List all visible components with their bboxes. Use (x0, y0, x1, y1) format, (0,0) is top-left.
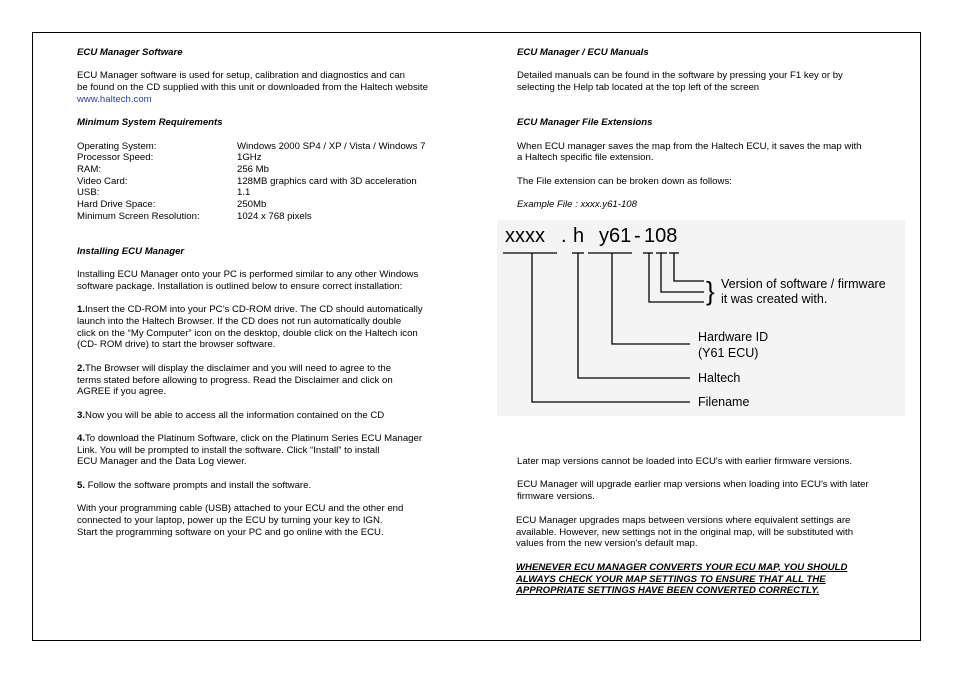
software-text-2: be found on the CD supplied with this unit or downloaded from the Haltech website (77, 82, 428, 94)
version-label-2: it was created with. (721, 292, 828, 306)
note-2-line-1: ECU Manager will upgrade earlier map versions when loading into ECU's with later (517, 479, 869, 491)
install-step (77, 363, 467, 398)
file-extension-diagram (497, 220, 905, 416)
install-intro-2: software package. Installation is outlined below to ensure correct installation: (77, 280, 403, 292)
requirements-table (77, 141, 467, 223)
hardware-label-2: (Y61 ECU) (698, 346, 759, 360)
code-h: h (573, 225, 585, 247)
install-step (77, 433, 467, 468)
requirement-label: RAM: (77, 163, 101, 175)
code-name: xxxx (505, 225, 545, 247)
note-3-line-3: values from the new version's default map. (516, 538, 698, 550)
note-2-line-2: firmware versions. (517, 491, 595, 503)
step-line: (CD- ROM drive) to start the browser software. (77, 339, 276, 351)
install-step (77, 410, 467, 422)
warning-line-1: WHENEVER ECU MANAGER CONVERTS YOUR ECU MAP, YOU SHOULD (516, 561, 848, 573)
step-line: terms stated before allowing to progress. Read the Disclaimer and click on (77, 374, 393, 386)
install-step (77, 480, 467, 492)
step-text: Follow the software prompts and install the software. (85, 479, 312, 491)
step-number: 3. (77, 409, 86, 421)
right-notes-2 (516, 515, 902, 597)
filename-label: Filename (698, 395, 750, 409)
code-dash: - (634, 225, 641, 247)
connector-version-2 (661, 253, 704, 292)
requirement-row (77, 164, 467, 176)
right-column (517, 47, 902, 211)
extensions-text-3: The File extension can be broken down as follows: (517, 175, 732, 187)
warning-line-2: ALWAYS CHECK YOUR MAP SETTINGS TO ENSURE THAT ALL THE (516, 573, 826, 585)
step-line (77, 304, 467, 316)
warning-line-3: APPROPRIATE SETTINGS HAVE BEEN CONVERTED CORRECTLY. (516, 585, 820, 597)
requirement-row (77, 141, 467, 153)
note-3-line-2: available. However, new settings not in the original map, will be substituted with (516, 526, 854, 538)
requirement-row (77, 187, 467, 199)
step-line: ECU Manager and the Data Log viewer. (77, 456, 247, 468)
step-line (77, 410, 467, 422)
requirement-label: Minimum Screen Resolution: (77, 210, 200, 222)
haltech-label: Haltech (698, 371, 741, 385)
example-file: Example File : xxxx.y61-108 (517, 199, 637, 211)
requirement-value: Windows 2000 SP4 / XP / Vista / Windows 7 (237, 140, 426, 152)
note-1: Later map versions cannot be loaded into ECU's with earlier firmware versions. (517, 456, 853, 467)
haltech-website-link[interactable]: www.haltech.com (77, 93, 152, 105)
requirement-value: 1GHz (237, 152, 262, 164)
requirement-label: USB: (77, 187, 100, 199)
connector-hardware (612, 253, 690, 344)
right-notes (517, 456, 902, 503)
step-number: 2. (77, 362, 86, 374)
requirement-value: 1.1 (237, 187, 251, 199)
software-heading: ECU Manager Software (77, 47, 183, 58)
manuals-text-1: Detailed manuals can be found in the software by pressing your F1 key or by (517, 70, 843, 82)
software-text-1: ECU Manager software is used for setup, calibration and diagnostics and can (77, 70, 405, 82)
manuals-text-2: selecting the Help tab located at the top left of the screen (517, 82, 760, 94)
requirement-label: Video Card: (77, 175, 128, 187)
closing-line: Start the programming software on your PC and go online with the ECU. (77, 526, 384, 538)
requirement-value: 250Mb (237, 199, 267, 211)
step-line: click on the “My Computer” icon on the desktop, double click on the Haltech icon (77, 327, 418, 339)
step-text: To download the Platinum Software, click on the Platinum Series ECU Manager (85, 433, 423, 445)
note-3-line-1: ECU Manager upgrades maps between versions where equivalent settings are (516, 515, 851, 526)
step-line (77, 363, 467, 375)
step-line: launch into the Haltech Browser. If the CD does not run automatically double (77, 316, 402, 328)
step-line: Link. You will be prompted to install the software. Click “Install” to install (77, 444, 380, 456)
step-text: The Browser will display the disclaimer and you will need to agree to the (85, 362, 392, 374)
left-column (77, 47, 467, 538)
requirement-row (77, 176, 467, 188)
closing-line: connected to your laptop, power up the ECU by turning your key to IGN. (77, 514, 383, 526)
install-intro-1: Installing ECU Manager onto your PC is performed similar to any other Windows (77, 269, 419, 281)
requirement-label: Processor Speed: (77, 152, 154, 164)
step-text: Insert the CD-ROM into your PC’s CD-ROM drive. The CD should automatically (85, 304, 423, 316)
diagram-connector-lines (497, 220, 905, 416)
step-text: Now you will be able to access all the information contained on the CD (85, 409, 385, 421)
requirement-value: 1024 x 768 pixels (237, 210, 312, 222)
requirement-row (77, 211, 467, 223)
step-number: 4. (77, 433, 86, 445)
extensions-text-2: a Haltech specific file extension. (517, 152, 654, 164)
connector-version-3 (674, 253, 704, 281)
connector-version-1 (649, 253, 704, 302)
requirement-value: 256 Mb (237, 163, 269, 175)
hardware-label-1: Hardware ID (698, 330, 769, 344)
manuals-heading: ECU Manager / ECU Manuals (517, 47, 649, 58)
connector-haltech (578, 253, 690, 378)
step-line (77, 480, 467, 492)
closing-line: With your programming cable (USB) attached to your ECU and the other end (77, 503, 404, 515)
requirements-heading: Minimum System Requirements (77, 117, 223, 129)
requirement-label: Hard Drive Space: (77, 199, 156, 211)
install-heading: Installing ECU Manager (77, 245, 185, 257)
step-line (77, 433, 467, 445)
install-step (77, 304, 467, 351)
step-line: AGREE if you agree. (77, 386, 167, 398)
requirement-label: Operating System: (77, 140, 157, 152)
requirement-value: 128MB graphics card with 3D acceleration (237, 175, 417, 187)
extensions-heading: ECU Manager File Extensions (517, 117, 653, 129)
requirement-row (77, 152, 467, 164)
code-hardware: y61 (599, 225, 632, 247)
code-dot: . (561, 225, 567, 247)
version-label-1: Version of software / firmware (721, 277, 886, 291)
version-brace: } (706, 276, 715, 306)
code-version: 108 (644, 225, 678, 247)
requirement-row (77, 199, 467, 211)
extensions-text-1: When ECU manager saves the map from the Haltech ECU, it saves the map with (517, 140, 862, 152)
step-number: 1. (77, 304, 86, 316)
connector-filename (532, 253, 690, 402)
step-number: 5. (77, 479, 86, 491)
